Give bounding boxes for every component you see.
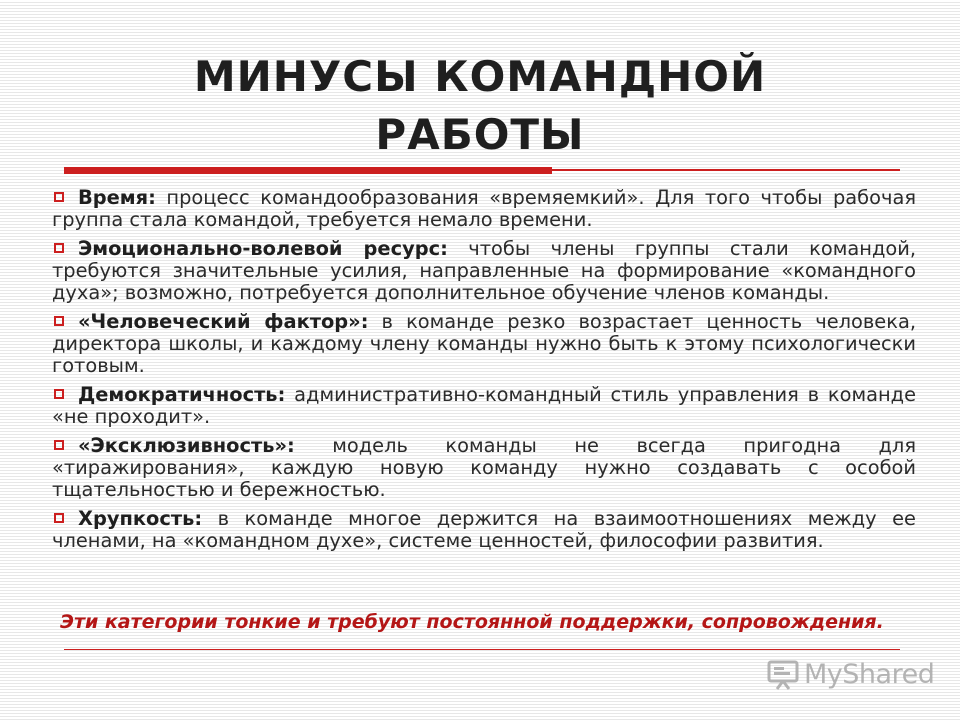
- presentation-board-icon: [766, 657, 800, 691]
- list-item-exclusivity: [52, 435, 916, 501]
- list-item-human-factor: [52, 311, 916, 377]
- square-bullet-icon: [54, 192, 64, 202]
- item-text: в команде резко возрастает ценность человека, директора школы, и каждому члену команды нужно быть к этому психологически готовым.: [52, 310, 916, 377]
- item-term: «Человеческий фактор»:: [78, 310, 369, 333]
- square-bullet-icon: [54, 513, 64, 523]
- watermark: [766, 654, 934, 694]
- square-bullet-icon: [54, 389, 64, 399]
- list-item-democracy: [52, 384, 916, 428]
- drawbacks-list: [52, 187, 916, 559]
- footer-rule: [64, 649, 900, 650]
- item-term: Демократичность:: [78, 383, 286, 406]
- square-bullet-icon: [54, 243, 64, 253]
- watermark-text: MyShared: [804, 658, 935, 690]
- item-text: процесс командообразования «времяемкий». Для того чтобы рабочая группа стала командой, требуется немало времени.: [52, 186, 916, 231]
- item-text: административно-командный стиль управления в команде «не проходит».: [52, 383, 916, 428]
- title-underline-thin: [552, 169, 900, 171]
- slide-title: [0, 48, 960, 164]
- title-underline-thick: [64, 167, 552, 174]
- square-bullet-icon: [54, 440, 64, 450]
- item-term: Время:: [78, 186, 156, 209]
- item-term: Хрупкость:: [78, 507, 203, 530]
- item-text: в команде многое держится на взаимоотношениях между ее членами, на «командном духе», системе ценностей, философии развития.: [52, 507, 916, 552]
- slide-title-line-2: РАБОТЫ: [375, 110, 585, 159]
- item-term: Эмоционально-волевой ресурс:: [78, 237, 448, 260]
- list-item-time: [52, 187, 916, 231]
- item-text: модель команды не всегда пригодна для «тиражирования», каждую новую команду нужно создавать с особой тщательностью и бережностью.: [52, 434, 916, 501]
- square-bullet-icon: [54, 316, 64, 326]
- list-item-fragility: [52, 508, 916, 552]
- slide-title-line-1: МИНУСЫ КОМАНДНОЙ: [193, 52, 767, 101]
- emphasis-footer: Эти категории тонкие и требуют постоянной поддержки, сопровождения.: [60, 611, 884, 633]
- item-term: «Эксклюзивность»:: [78, 434, 295, 457]
- item-text: чтобы члены группы стали командой, требуются значительные усилия, направленные на формирование «командного духа»; возможно, потребуется дополнительное обучение членов команды.: [52, 237, 916, 304]
- list-item-emotional-resource: [52, 238, 916, 304]
